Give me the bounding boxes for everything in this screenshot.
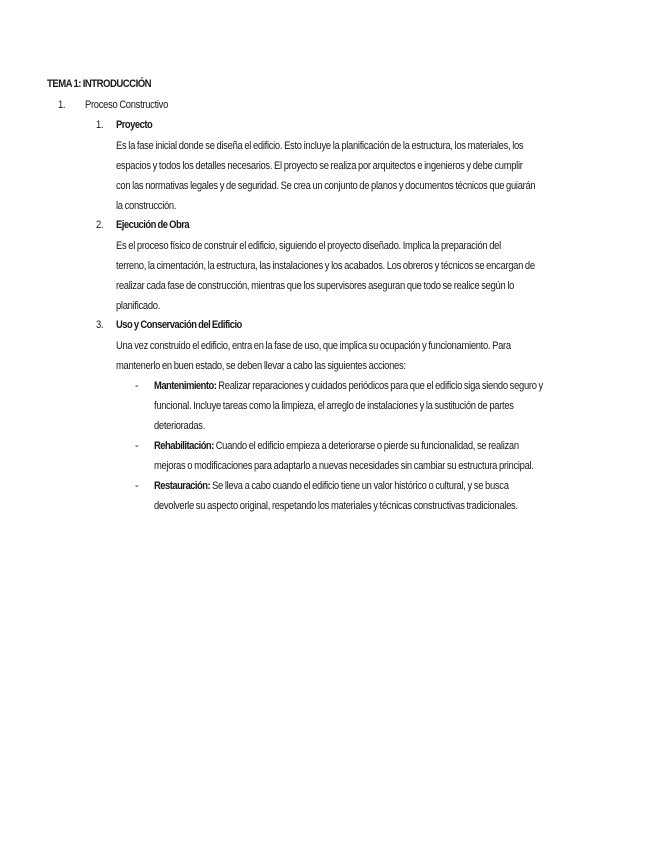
bullet-text: mejoras o modificaciones para adaptarlo a nuevas necesidades sin cambiar su estructura principal.	[154, 460, 534, 472]
paragraph-line: Una vez construido el edificio, entra en la fase de uso, que implica su ocupación y funcionamiento. Para	[116, 340, 511, 352]
bullet-text: deterioradas.	[154, 420, 206, 432]
paragraph-line: con las normativas legales y de seguridad. Se crea un conjunto de planos y documentos técnicos que guiarán	[116, 180, 536, 192]
bullet-text: devolverle su aspecto original, respetando los materiales y técnicas constructivas tradicionales.	[154, 500, 518, 512]
bullet-restauracion	[154, 476, 518, 516]
bullet-text: funcional. Incluye tareas como la limpieza, el arreglo de instalaciones y la sustitución de partes	[154, 400, 514, 412]
page-heading: TEMA 1: INTRODUCCIÓN	[47, 78, 152, 90]
sublist-number-2: 2.	[96, 219, 104, 231]
paragraph-proyecto	[116, 136, 549, 216]
bullet-dash: -	[135, 480, 139, 492]
paragraph-line: Es el proceso físico de construir el edificio, siguiendo el proyecto diseñado. Implica la preparación del	[116, 240, 501, 252]
bullet-text: Cuando el edificio empieza a deteriorarse o pierde su funcionalidad, se realizan	[213, 440, 519, 452]
section-title-uso-y-conservacion: Uso y Conservación del Edificio	[116, 319, 242, 331]
list-item-proceso-constructivo: Proceso Constructivo	[85, 99, 169, 111]
paragraph-line: planificado.	[116, 300, 161, 312]
bullet-rehabilitacion	[154, 436, 534, 476]
bullet-text: Se lleva a cabo cuando el edificio tiene un valor histórico o cultural, y se busca	[210, 480, 509, 492]
bullet-dash: -	[135, 380, 139, 392]
bullet-mantenimiento	[154, 376, 543, 436]
paragraph-line: realizar cada fase de construcción, mientras que los supervisores aseguran que todo se realice según lo	[116, 280, 515, 292]
paragraph-line: espacios y todos los detalles necesarios. El proyecto se realiza por arquitectos e ingenieros y debe cumplir	[116, 160, 523, 172]
bullet-text: Realizar reparaciones y cuidados periódicos para que el edificio siga siendo seguro y	[216, 380, 543, 392]
sublist-number-1: 1.	[96, 119, 104, 131]
bullet-term: Mantenimiento:	[154, 380, 217, 392]
section-title-proyecto: Proyecto	[116, 119, 153, 131]
bullet-term: Restauración:	[154, 480, 211, 492]
paragraph-line: terreno, la cimentación, la estructura, las instalaciones y los acabados. Los obreros y técnicos se encargan de	[116, 260, 535, 272]
paragraph-uso-y-conservacion	[116, 336, 549, 376]
list-number-1: 1.	[58, 99, 66, 111]
bullet-dash: -	[135, 440, 139, 452]
paragraph-ejecucion-de-obra	[116, 236, 549, 316]
paragraph-line: la construcción.	[116, 200, 177, 212]
paragraph-line: Es la fase inicial donde se diseña el edificio. Esto incluye la planificación de la estructura, los materiales, los	[116, 140, 524, 152]
sublist-number-3: 3.	[96, 319, 104, 331]
bullet-term: Rehabilitación:	[154, 440, 214, 452]
paragraph-line: mantenerlo en buen estado, se deben llevar a cabo las siguientes acciones:	[116, 360, 406, 372]
section-title-ejecucion-de-obra: Ejecución de Obra	[116, 219, 190, 231]
